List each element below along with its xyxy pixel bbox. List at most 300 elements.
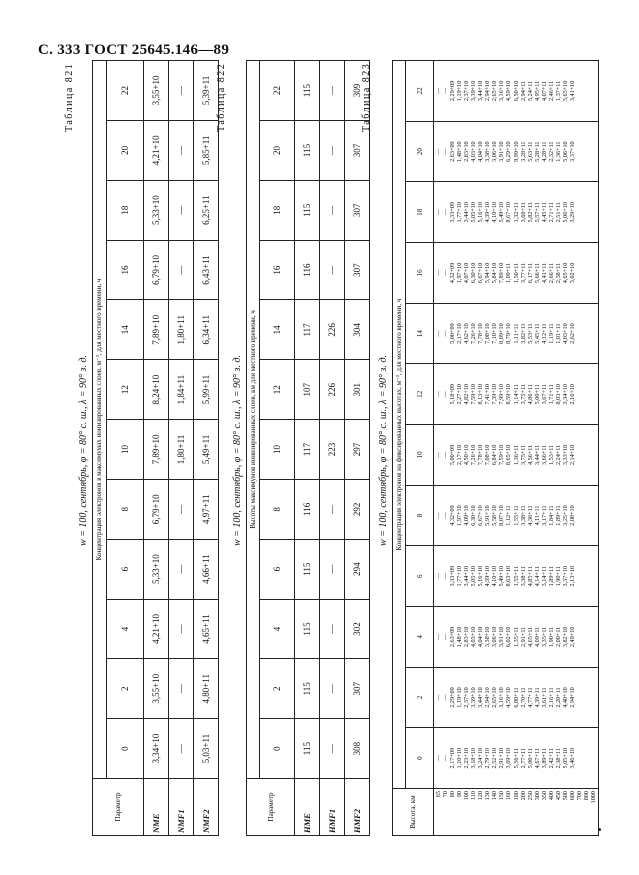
rotated-content: [56, 56, 616, 836]
table-cell: —: [169, 719, 194, 779]
table-cell: 115: [295, 539, 320, 599]
table-cell: 1,53+11: [547, 444, 555, 466]
table-cell: —: [442, 512, 450, 519]
table-cell: 1,84+11: [169, 360, 194, 420]
table-cell: 5,66+11: [533, 262, 541, 284]
table-cell: 2,79+10: [484, 747, 492, 769]
table-cell: 4,66+11: [194, 539, 219, 599]
table-cell: [576, 63, 583, 119]
table-cell: 6,29+10: [505, 141, 513, 162]
table-row: [320, 61, 345, 836]
table-cell: 4,77+11: [526, 687, 534, 708]
table-cell: 3,39+10: [470, 687, 478, 708]
table-cell: 5,33+10: [144, 539, 169, 599]
table-822: [246, 60, 370, 836]
table-cell: 4,03+10: [470, 626, 478, 648]
table-cell: 1,12+11: [505, 505, 513, 526]
height-value: 160: [505, 791, 513, 801]
table-cell: 3,55+10: [144, 659, 169, 719]
table-caption: Высоты максимумов ионизированных слоев, км для местного времени, ч: [247, 61, 260, 779]
table-cell: 5,06+10: [561, 202, 569, 223]
table-cell: 1,55+11: [512, 505, 520, 526]
table-cell: [590, 427, 597, 483]
table-cell: 8,79+10: [505, 323, 513, 344]
table-cell: —: [442, 633, 450, 640]
hour-header: 2: [260, 659, 295, 719]
table-cell: —: [442, 330, 450, 337]
table-cell: 6,34+11: [194, 300, 219, 360]
table-cell: 3,38+11: [519, 505, 527, 526]
table-cell: 5,49+11: [194, 420, 219, 480]
table-cell: 3,55+10: [144, 61, 169, 121]
hour-header: 10: [106, 420, 143, 480]
table-cell: 4,12+11: [540, 323, 548, 344]
table-cell: 3,17+11: [540, 505, 548, 526]
table-cell: 3,38+10: [484, 141, 492, 162]
table-cell: 4,21+10: [144, 120, 169, 180]
table-cell: [590, 730, 597, 786]
table-cell: 2,91+11: [519, 626, 527, 647]
table-cell: [590, 548, 597, 604]
table-cell: 3,60+11: [519, 202, 527, 223]
table-cell: 4,80+11: [194, 659, 219, 719]
table-cell: 3,35+11: [540, 626, 548, 647]
hour-header: 18: [406, 182, 434, 243]
hour-header: 8: [406, 485, 434, 546]
table-cell: 294: [345, 539, 370, 599]
table-cell: 4,32+09: [449, 262, 457, 284]
table-cell: 3,16+10: [498, 80, 506, 102]
hour-header: 4: [406, 607, 434, 668]
table-cell: —: [435, 512, 442, 519]
table-cell: 4,65+11: [194, 599, 219, 659]
table-cell: 6,79+10: [144, 479, 169, 539]
table-cell: —: [442, 269, 450, 277]
param-name: NMF2: [194, 779, 219, 836]
table-cell: [576, 124, 583, 180]
table-cell: 3,67+11: [540, 384, 548, 405]
table-cell: 4,10+10: [491, 565, 499, 587]
hour-header: 12: [106, 360, 143, 420]
value-column: [434, 425, 599, 486]
table-cell: 3,24+10: [477, 747, 485, 769]
table-cell: [576, 184, 583, 240]
hour-header: 0: [106, 719, 143, 779]
page-header: С. 333 ГОСТ 25645.146—89: [38, 42, 230, 58]
table-cell: 2,83+10: [463, 141, 471, 162]
table-cell: 2,23+10: [463, 747, 471, 769]
table-cell: 6,30+10: [470, 505, 478, 526]
table-cell: [590, 184, 597, 240]
height-value: 350: [540, 791, 548, 801]
hour-header: 10: [260, 420, 295, 480]
table-cell: 5,05+10: [470, 565, 478, 587]
table-cell: 3,75+11: [519, 384, 527, 405]
table-cell: 2,08+10: [568, 505, 576, 526]
table-cell: 6,80+11: [512, 687, 520, 708]
table-cell: —: [442, 87, 450, 94]
table-822-label: Таблица 822: [216, 62, 227, 132]
table-cell: 3,16+10: [498, 687, 506, 708]
table-cell: [576, 670, 583, 726]
table-cell: 7,08+10: [484, 444, 492, 466]
table-cell: 3,06+10: [491, 141, 499, 162]
table-cell: 1,97+10: [456, 505, 464, 526]
table-cell: 7,89+10: [144, 300, 169, 360]
height-value: 600: [568, 791, 576, 801]
table-cell: 3,29+10: [568, 202, 576, 223]
table-cell: 2,63+09: [449, 626, 457, 648]
table-cell: 3,75+11: [519, 444, 527, 466]
table-cell: 7,08+10: [484, 323, 492, 344]
table-cell: —: [435, 209, 442, 216]
table-cell: 308: [345, 719, 370, 779]
table-cell: 5,84+10: [491, 262, 499, 284]
table-cell: 4,56+11: [526, 444, 534, 466]
height-value: 400: [547, 791, 555, 801]
table-caption: Концентрация электронов на фиксированных высотах, м⁻³, для местного времени, ч: [393, 61, 406, 789]
table-cell: 307: [345, 121, 370, 181]
hour-header: 6: [106, 539, 143, 599]
table-cell: 115: [295, 121, 320, 181]
table-cell: 5,24+11: [526, 80, 534, 102]
table-cell: 6,02+10: [505, 626, 513, 648]
param-header: Параметр: [93, 779, 144, 836]
table-cell: 223: [320, 420, 345, 480]
table-cell: —: [442, 573, 450, 580]
value-column: [434, 607, 599, 668]
table-cell: —: [442, 755, 450, 762]
param-name: HMF2: [345, 779, 370, 836]
table-821-title: w = 100, сентябрь, φ = 80° с. ш., λ = 90° з. д.: [78, 354, 89, 546]
height-value: 80: [449, 791, 457, 798]
table-cell: 3,61+11: [540, 687, 548, 708]
table-cell: 3,33+10: [561, 444, 569, 466]
table-cell: 2,77+11: [519, 748, 527, 769]
table-cell: 2,71+11: [547, 202, 555, 223]
table-row: [169, 61, 194, 836]
table-cell: 3,91+10: [498, 141, 506, 162]
table-cell: 2,29+09: [449, 687, 457, 708]
height-value: 700: [575, 791, 583, 801]
table-cell: 7,39+10: [491, 383, 499, 405]
table-cell: 5,91+10: [484, 505, 492, 526]
table-cell: 1,35+11: [512, 626, 520, 647]
table-cell: 5,94+10: [484, 262, 492, 284]
hour-header: 8: [260, 479, 295, 539]
table-cell: 2,32+11: [547, 141, 555, 162]
table-row: [194, 61, 219, 836]
table-cell: —: [320, 240, 345, 300]
param-name: NMF1: [169, 779, 194, 836]
value-column: [434, 364, 599, 425]
hour-header: 4: [106, 599, 143, 659]
table-cell: 3,33+09: [449, 202, 457, 223]
table-cell: 7,78+10: [477, 444, 485, 466]
table-cell: 4,32+09: [449, 505, 457, 526]
table-cell: 5,49+10: [498, 565, 506, 587]
table-cell: 2,46+11: [547, 80, 555, 102]
table-row: [295, 61, 320, 836]
table-cell: 2,29+09: [449, 80, 457, 102]
table-cell: 4,97+11: [194, 479, 219, 539]
table-cell: [590, 488, 597, 544]
height-value: 140: [491, 791, 499, 801]
table-cell: 2,37+10: [463, 687, 471, 708]
table-cell: 2,51+11: [554, 202, 562, 223]
param-name: HME: [295, 779, 320, 836]
table-cell: 3,37+10: [561, 565, 569, 587]
hour-header: 20: [260, 121, 295, 181]
hour-header: 16: [106, 240, 143, 300]
hour-header: 18: [106, 180, 143, 240]
table-cell: 3,14+11: [540, 566, 548, 587]
table-cell: 297: [345, 420, 370, 480]
hour-header: 16: [406, 243, 434, 304]
height-value: 800: [582, 791, 590, 801]
table-cell: 3,44+10: [477, 687, 485, 708]
table-cell: —: [435, 269, 442, 277]
table-cell: 4,62+10: [463, 323, 471, 344]
table-cell: —: [442, 209, 450, 216]
table-cell: [583, 730, 590, 786]
height-value: 65: [435, 791, 442, 798]
table-cell: 292: [345, 479, 370, 539]
table-cell: 2,13+10: [568, 565, 576, 587]
table-cell: —: [169, 539, 194, 599]
table-cell: —: [320, 479, 345, 539]
table-cell: 4,65+11: [526, 626, 534, 647]
table-cell: 4,03+10: [561, 323, 569, 344]
height-value: 300: [533, 791, 541, 801]
table-cell: [583, 63, 590, 119]
height-value: 120: [477, 791, 485, 801]
table-cell: 226: [320, 300, 345, 360]
table-cell: 1,32+11: [512, 202, 520, 223]
table-823: [392, 60, 599, 836]
height-value: 110: [470, 791, 478, 801]
hour-header: 20: [106, 120, 143, 180]
table-cell: 2,91+10: [498, 747, 506, 769]
table-cell: 2,94+10: [484, 80, 492, 102]
table-cell: [590, 366, 597, 422]
height-value: 130: [484, 791, 492, 801]
table-cell: 7,78+10: [477, 323, 485, 344]
table-cell: —: [435, 573, 442, 580]
table-cell: 1,36+11: [512, 444, 520, 466]
table-cell: 1,48+10: [456, 141, 464, 162]
table-cell: 1,48+10: [456, 626, 464, 648]
table-cell: [583, 306, 590, 362]
table-cell: 7,89+10: [498, 262, 506, 284]
table-cell: 5,16+10: [477, 202, 485, 223]
hour-header: 4: [260, 599, 295, 659]
table-row: [144, 61, 169, 836]
height-value: 100: [463, 791, 471, 801]
table-cell: 7,99+10: [498, 383, 506, 405]
table-cell: 4,07+11: [540, 80, 548, 102]
table-cell: [590, 245, 597, 301]
hour-header: 22: [406, 61, 434, 122]
table-cell: 1,19+11: [547, 323, 555, 344]
table-cell: 301: [345, 360, 370, 420]
table-cell: 2,24+11: [554, 444, 562, 466]
table-cell: 1,97+10: [456, 262, 464, 284]
table-cell: 6,67+10: [477, 262, 485, 284]
table-cell: 1,14+11: [512, 384, 520, 405]
hour-header: 6: [260, 539, 295, 599]
table-cell: 3,44+10: [463, 202, 471, 223]
table-cell: [590, 306, 597, 362]
table-cell: 1,89+11: [547, 566, 555, 587]
table-cell: 3,91+10: [498, 626, 506, 648]
table-cell: 1,19+10: [456, 80, 464, 102]
hour-header: 2: [106, 659, 143, 719]
table-cell: 2,52+10: [491, 747, 499, 769]
table-cell: 3,82+10: [561, 626, 569, 648]
table-cell: 117: [295, 420, 320, 480]
height-value: 150: [498, 791, 506, 801]
hour-header: 10: [406, 425, 434, 486]
table-cell: 5,39+11: [194, 61, 219, 121]
table-cell: 1,09+11: [505, 262, 513, 284]
table-cell: —: [320, 121, 345, 181]
hour-header: 20: [406, 121, 434, 182]
hour-header: 12: [406, 364, 434, 425]
table-cell: 1,89+11: [554, 505, 562, 526]
table-821: [92, 60, 219, 836]
table-821-label: Таблица 821: [64, 62, 75, 132]
table-823-title: w = 100, сентябрь, φ = 80° с. ш., λ = 90° з. д.: [378, 354, 389, 546]
table-cell: 2,00+11: [554, 626, 562, 647]
table-cell: 8,13+10: [477, 383, 485, 405]
table-cell: 3,77+11: [519, 262, 527, 284]
table-cell: 115: [295, 719, 320, 779]
table-cell: —: [169, 61, 194, 121]
table-cell: 7,59+10: [498, 444, 506, 466]
table-cell: 6,30+10: [470, 262, 478, 284]
table-cell: —: [169, 659, 194, 719]
table-cell: 6,79+10: [144, 240, 169, 300]
table-row: [345, 61, 370, 836]
table-cell: 6,43+11: [194, 240, 219, 300]
table-cell: 5,33+10: [144, 180, 169, 240]
hour-header: 18: [260, 180, 295, 240]
table-cell: 6,17+11: [526, 262, 534, 284]
table-cell: 5,53+11: [526, 323, 534, 344]
table-cell: 1,90+11: [547, 626, 555, 647]
table-cell: 2,14+10: [568, 444, 576, 466]
table-cell: [576, 306, 583, 362]
value-column: [434, 121, 599, 182]
table-cell: 3,18+10: [470, 747, 478, 769]
table-cell: 8,24+10: [144, 360, 169, 420]
table-cell: [583, 184, 590, 240]
table-cell: 5,05+10: [470, 202, 478, 223]
table-cell: [583, 245, 590, 301]
table-cell: 116: [295, 240, 320, 300]
table-cell: 116: [295, 479, 320, 539]
hour-header: 14: [106, 300, 143, 360]
table-823-label: Таблица 823: [361, 62, 372, 132]
table-cell: 2,70+11: [519, 687, 527, 708]
table-cell: 1,19+10: [456, 687, 464, 708]
table-cell: 4,28+11: [540, 141, 548, 162]
table-cell: 4,65+10: [561, 262, 569, 284]
table-cell: 7,41+10: [484, 383, 492, 405]
table-cell: 4,09+10: [463, 505, 471, 526]
table-cell: —: [320, 719, 345, 779]
table-cell: 2,83+10: [463, 626, 471, 648]
height-value: 180: [512, 791, 520, 801]
table-cell: 2,38+11: [554, 262, 562, 284]
table-cell: 3,02+10: [568, 262, 576, 284]
table-cell: 5,65+10: [561, 80, 569, 102]
table-cell: 1,11+11: [512, 323, 520, 344]
table-cell: 4,04+10: [477, 626, 485, 648]
table-cell: —: [435, 330, 442, 337]
table-cell: [583, 548, 590, 604]
table-cell: 309: [345, 61, 370, 121]
table-cell: 3,66+11: [540, 444, 548, 466]
table-cell: 2,37+10: [463, 80, 471, 102]
table-cell: 3,46+10: [568, 747, 576, 769]
table-cell: —: [320, 599, 345, 659]
param-name: NME: [144, 779, 169, 836]
hour-header: 16: [260, 240, 295, 300]
table-cell: 1,37+11: [554, 80, 562, 102]
table-cell: 5,58+10: [491, 505, 499, 526]
table-cell: 1,50+11: [512, 262, 520, 284]
table-cell: 6,25+11: [194, 180, 219, 240]
table-cell: 1,55+11: [512, 566, 520, 587]
hour-header: 0: [260, 719, 295, 779]
table-cell: 1,90+11: [554, 566, 562, 587]
table-cell: 4,45+11: [540, 202, 548, 223]
table-cell: 7,89+10: [144, 420, 169, 480]
table-cell: 5,99+11: [194, 360, 219, 420]
table-cell: —: [442, 391, 450, 398]
value-column: [434, 61, 599, 122]
table-cell: 2,17+10: [456, 444, 464, 466]
table-cell: 8,59+10: [505, 383, 513, 405]
table-822-title: w = 100, сентябрь, φ = 80° с. ш., λ = 90° з. д.: [232, 354, 243, 546]
param-header: Параметр: [247, 779, 295, 836]
table-cell: 4,39+11: [533, 687, 541, 708]
table-cell: 6,67+10: [477, 505, 485, 526]
table-cell: 2,65+10: [491, 80, 499, 102]
table-cell: 4,86+11: [526, 384, 534, 405]
table-cell: 4,39+10: [484, 565, 492, 587]
table-cell: 4,04+10: [477, 141, 485, 162]
table-cell: [590, 63, 597, 119]
table-cell: —: [169, 599, 194, 659]
table-cell: [590, 609, 597, 665]
hour-header: 6: [406, 546, 434, 607]
table-cell: 5,45+11: [533, 323, 541, 344]
table-cell: 2,17+10: [456, 323, 464, 344]
table-cell: —: [435, 451, 442, 458]
table-cell: 8,07+10: [498, 505, 506, 526]
table-cell: 2,16+11: [547, 687, 555, 708]
table-cell: 7,26+10: [470, 323, 478, 344]
table-cell: —: [435, 755, 442, 762]
table-cell: 107: [295, 360, 320, 420]
table-cell: —: [169, 479, 194, 539]
table-cell: 226: [320, 360, 345, 420]
table-cell: 4,11+11: [533, 505, 541, 526]
table-cell: 7,10+10: [491, 323, 499, 344]
